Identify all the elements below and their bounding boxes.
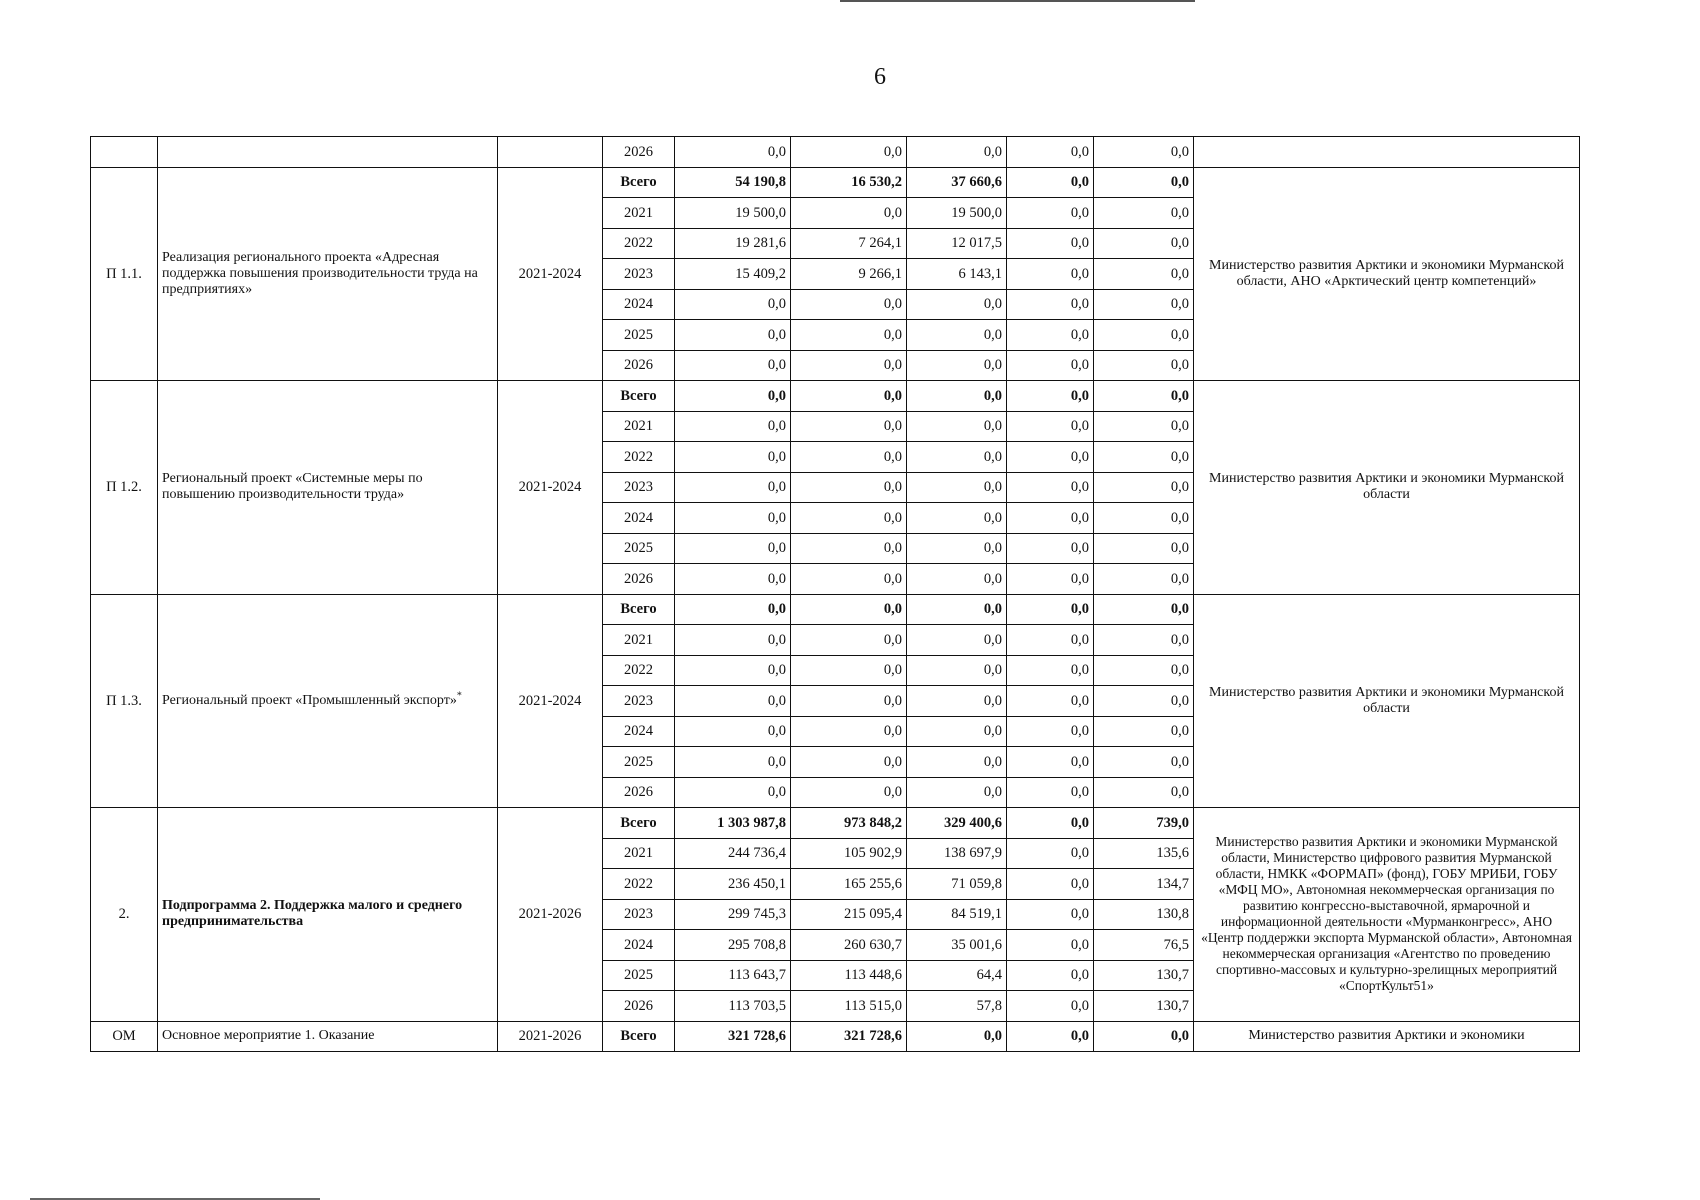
value-cell-local: 0,0 bbox=[1007, 167, 1094, 198]
value-cell-local: 0,0 bbox=[1007, 869, 1094, 900]
section-name bbox=[158, 594, 498, 808]
value-cell-local: 0,0 bbox=[1007, 899, 1094, 930]
value-cell-federal: 0,0 bbox=[907, 442, 1007, 473]
value-cell-other: 0,0 bbox=[1094, 350, 1194, 381]
year-cell: 2022 bbox=[603, 869, 675, 900]
section-period: 2021-2024 bbox=[498, 167, 603, 381]
year-cell: 2022 bbox=[603, 655, 675, 686]
value-cell-total: 0,0 bbox=[675, 411, 791, 442]
value-cell-federal: 0,0 bbox=[907, 137, 1007, 168]
year-cell: 2021 bbox=[603, 411, 675, 442]
value-cell-other: 739,0 bbox=[1094, 808, 1194, 839]
value-cell-other: 130,7 bbox=[1094, 991, 1194, 1022]
value-cell-local: 0,0 bbox=[1007, 991, 1094, 1022]
value-cell-other: 0,0 bbox=[1094, 625, 1194, 656]
value-cell-regional: 0,0 bbox=[791, 686, 907, 717]
value-cell-total: 0,0 bbox=[675, 442, 791, 473]
value-cell-total: 54 190,8 bbox=[675, 167, 791, 198]
value-cell-regional: 321 728,6 bbox=[791, 1021, 907, 1052]
year-cell: 2021 bbox=[603, 838, 675, 869]
table-row bbox=[91, 137, 1580, 168]
year-cell: Всего bbox=[603, 167, 675, 198]
budget-table-body bbox=[91, 137, 1580, 1052]
value-cell-local: 0,0 bbox=[1007, 625, 1094, 656]
value-cell-local: 0,0 bbox=[1007, 289, 1094, 320]
value-cell-regional: 0,0 bbox=[791, 747, 907, 778]
value-cell-local: 0,0 bbox=[1007, 594, 1094, 625]
value-cell-total: 0,0 bbox=[675, 655, 791, 686]
value-cell-federal: 19 500,0 bbox=[907, 198, 1007, 229]
value-cell-other: 0,0 bbox=[1094, 442, 1194, 473]
value-cell-federal: 329 400,6 bbox=[907, 808, 1007, 839]
value-cell-total: 0,0 bbox=[675, 594, 791, 625]
value-cell-other: 0,0 bbox=[1094, 777, 1194, 808]
value-cell-federal: 0,0 bbox=[907, 655, 1007, 686]
value-cell-local: 0,0 bbox=[1007, 259, 1094, 290]
value-cell-federal: 0,0 bbox=[907, 747, 1007, 778]
year-cell: 2026 bbox=[603, 564, 675, 595]
value-cell-other: 130,8 bbox=[1094, 899, 1194, 930]
section-executor: Министерство развития Арктики и экономики Мурманской области bbox=[1194, 381, 1580, 595]
section-name-text: Региональный проект «Промышленный экспорт» bbox=[162, 692, 457, 708]
value-cell-local: 0,0 bbox=[1007, 686, 1094, 717]
value-cell-regional: 7 264,1 bbox=[791, 228, 907, 259]
value-cell-total: 15 409,2 bbox=[675, 259, 791, 290]
value-cell-local: 0,0 bbox=[1007, 747, 1094, 778]
value-cell-local: 0,0 bbox=[1007, 808, 1094, 839]
value-cell-regional: 113 448,6 bbox=[791, 960, 907, 991]
value-cell-other: 76,5 bbox=[1094, 930, 1194, 961]
value-cell-local: 0,0 bbox=[1007, 228, 1094, 259]
value-cell-other: 0,0 bbox=[1094, 716, 1194, 747]
value-cell-regional: 0,0 bbox=[791, 655, 907, 686]
value-cell-federal: 0,0 bbox=[907, 350, 1007, 381]
year-cell: 2025 bbox=[603, 747, 675, 778]
code-cell bbox=[91, 137, 158, 168]
value-cell-local: 0,0 bbox=[1007, 503, 1094, 534]
year-cell: Всего bbox=[603, 381, 675, 412]
value-cell-other: 0,0 bbox=[1094, 411, 1194, 442]
value-cell-total: 0,0 bbox=[675, 533, 791, 564]
section-name-text: Региональный проект «Системные меры по повышению производительности труда» bbox=[162, 471, 423, 503]
year-cell: 2024 bbox=[603, 503, 675, 534]
value-cell-federal: 57,8 bbox=[907, 991, 1007, 1022]
value-cell-regional: 0,0 bbox=[791, 503, 907, 534]
value-cell-total: 19 281,6 bbox=[675, 228, 791, 259]
section-name: Основное мероприятие 1. Оказание bbox=[158, 1021, 498, 1052]
value-cell-total: 0,0 bbox=[675, 320, 791, 351]
value-cell-local: 0,0 bbox=[1007, 350, 1094, 381]
section-executor: Министерство развития Арктики и экономики Мурманской области bbox=[1194, 594, 1580, 808]
value-cell-total: 0,0 bbox=[675, 716, 791, 747]
value-cell-federal: 0,0 bbox=[907, 289, 1007, 320]
value-cell-federal: 0,0 bbox=[907, 472, 1007, 503]
value-cell-local: 0,0 bbox=[1007, 1021, 1094, 1052]
year-cell: 2023 bbox=[603, 686, 675, 717]
value-cell-regional: 973 848,2 bbox=[791, 808, 907, 839]
section-code: П 1.3. bbox=[91, 594, 158, 808]
year-cell: 2023 bbox=[603, 899, 675, 930]
year-cell: 2024 bbox=[603, 716, 675, 747]
value-cell-local: 0,0 bbox=[1007, 930, 1094, 961]
value-cell-regional: 113 515,0 bbox=[791, 991, 907, 1022]
value-cell-regional: 0,0 bbox=[791, 625, 907, 656]
value-cell-regional: 0,0 bbox=[791, 289, 907, 320]
value-cell-other: 0,0 bbox=[1094, 1021, 1194, 1052]
value-cell-total: 0,0 bbox=[675, 564, 791, 595]
value-cell-federal: 64,4 bbox=[907, 960, 1007, 991]
value-cell-other: 0,0 bbox=[1094, 655, 1194, 686]
value-cell-total: 321 728,6 bbox=[675, 1021, 791, 1052]
value-cell-regional: 0,0 bbox=[791, 533, 907, 564]
value-cell-federal: 0,0 bbox=[907, 625, 1007, 656]
year-cell: 2025 bbox=[603, 533, 675, 564]
section-executor: Министерство развития Арктики и экономики Мурманской области, Министерство цифрового развития Мурманской области, НМКК «ФОРМАП» (фонд), ГОБУ МРИБИ, ГОБУ «МФЦ МО», Автономная некоммерческая организация по развитию конгрессно-выставочной, ярмарочной и информационной деятельности «Мурманконгресс», АНО «Центр поддержки экспорта Мурманской области», Автономная некоммерческая организация «Агентство по проведению спортивно-массовых и культурно-зрелищных мероприятий «СпортКульт51» bbox=[1194, 808, 1580, 1022]
value-cell-other: 0,0 bbox=[1094, 228, 1194, 259]
value-cell-regional: 0,0 bbox=[791, 472, 907, 503]
page-number: 6 bbox=[874, 64, 886, 90]
section-period: 2021-2026 bbox=[498, 1021, 603, 1052]
value-cell-federal: 0,0 bbox=[907, 1021, 1007, 1052]
year-cell: 2023 bbox=[603, 472, 675, 503]
table-row bbox=[91, 167, 1580, 198]
section-executor: Министерство развития Арктики и экономики bbox=[1194, 1021, 1580, 1052]
value-cell-federal: 0,0 bbox=[907, 686, 1007, 717]
value-cell-regional: 165 255,6 bbox=[791, 869, 907, 900]
value-cell-federal: 0,0 bbox=[907, 777, 1007, 808]
year-cell: Всего bbox=[603, 1021, 675, 1052]
value-cell-total: 236 450,1 bbox=[675, 869, 791, 900]
year-cell: 2024 bbox=[603, 930, 675, 961]
year-cell: Всего bbox=[603, 594, 675, 625]
value-cell-federal: 0,0 bbox=[907, 320, 1007, 351]
section-code: ОМ bbox=[91, 1021, 158, 1052]
table-row bbox=[91, 594, 1580, 625]
value-cell-local: 0,0 bbox=[1007, 533, 1094, 564]
value-cell-regional: 16 530,2 bbox=[791, 167, 907, 198]
year-cell: 2022 bbox=[603, 228, 675, 259]
value-cell-total: 0,0 bbox=[675, 503, 791, 534]
value-cell-other: 0,0 bbox=[1094, 747, 1194, 778]
value-cell-local: 0,0 bbox=[1007, 655, 1094, 686]
value-cell-total: 0,0 bbox=[675, 381, 791, 412]
year-cell: 2022 bbox=[603, 442, 675, 473]
table-row bbox=[91, 381, 1580, 412]
value-cell-regional: 105 902,9 bbox=[791, 838, 907, 869]
value-cell-federal: 0,0 bbox=[907, 411, 1007, 442]
year-cell: Всего bbox=[603, 808, 675, 839]
value-cell-federal: 0,0 bbox=[907, 594, 1007, 625]
section-period: 2021-2024 bbox=[498, 381, 603, 595]
value-cell-total: 113 643,7 bbox=[675, 960, 791, 991]
value-cell-federal: 84 519,1 bbox=[907, 899, 1007, 930]
value-cell-regional: 0,0 bbox=[791, 594, 907, 625]
value-cell-local: 0,0 bbox=[1007, 320, 1094, 351]
value-cell-regional: 0,0 bbox=[791, 411, 907, 442]
year-cell: 2025 bbox=[603, 320, 675, 351]
year-cell: 2025 bbox=[603, 960, 675, 991]
value-cell-total: 0,0 bbox=[675, 350, 791, 381]
value-cell-other: 0,0 bbox=[1094, 289, 1194, 320]
value-cell-other: 0,0 bbox=[1094, 381, 1194, 412]
value-cell-federal: 37 660,6 bbox=[907, 167, 1007, 198]
section-name-text: Подпрограмма 2. Поддержка малого и среднего предпринимательства bbox=[162, 898, 463, 930]
value-cell-other: 0,0 bbox=[1094, 564, 1194, 595]
value-cell-federal: 138 697,9 bbox=[907, 838, 1007, 869]
budget-table bbox=[90, 136, 1580, 1052]
name-cell bbox=[158, 137, 498, 168]
value-cell-total: 0,0 bbox=[675, 747, 791, 778]
value-cell-other: 0,0 bbox=[1094, 503, 1194, 534]
section-executor: Министерство развития Арктики и экономики Мурманской области, АНО «Арктический центр компетенций» bbox=[1194, 167, 1580, 381]
value-cell-other: 0,0 bbox=[1094, 320, 1194, 351]
value-cell-total: 0,0 bbox=[675, 289, 791, 320]
year-cell: 2023 bbox=[603, 259, 675, 290]
value-cell-other: 135,6 bbox=[1094, 838, 1194, 869]
value-cell-regional: 9 266,1 bbox=[791, 259, 907, 290]
value-cell-local: 0,0 bbox=[1007, 411, 1094, 442]
value-cell-regional: 0,0 bbox=[791, 320, 907, 351]
executor-cell bbox=[1194, 137, 1580, 168]
value-cell-other: 0,0 bbox=[1094, 533, 1194, 564]
value-cell-other: 0,0 bbox=[1094, 594, 1194, 625]
value-cell-total: 244 736,4 bbox=[675, 838, 791, 869]
section-name bbox=[158, 808, 498, 1022]
section-code: П 1.1. bbox=[91, 167, 158, 381]
year-cell: 2024 bbox=[603, 289, 675, 320]
year-cell: 2021 bbox=[603, 198, 675, 229]
value-cell-federal: 0,0 bbox=[907, 381, 1007, 412]
value-cell-total: 0,0 bbox=[675, 777, 791, 808]
value-cell-regional: 215 095,4 bbox=[791, 899, 907, 930]
value-cell-other: 0,0 bbox=[1094, 686, 1194, 717]
footnote-mark: * bbox=[456, 690, 462, 702]
table-row bbox=[91, 1021, 1580, 1052]
value-cell-total: 0,0 bbox=[675, 137, 791, 168]
section-period: 2021-2024 bbox=[498, 594, 603, 808]
section-period: 2021-2026 bbox=[498, 808, 603, 1022]
value-cell-local: 0,0 bbox=[1007, 716, 1094, 747]
value-cell-total: 299 745,3 bbox=[675, 899, 791, 930]
value-cell-local: 0,0 bbox=[1007, 838, 1094, 869]
value-cell-federal: 0,0 bbox=[907, 503, 1007, 534]
value-cell-regional: 0,0 bbox=[791, 137, 907, 168]
year-cell: 2026 bbox=[603, 777, 675, 808]
value-cell-other: 130,7 bbox=[1094, 960, 1194, 991]
value-cell-total: 1 303 987,8 bbox=[675, 808, 791, 839]
section-name bbox=[158, 381, 498, 595]
value-cell-other: 0,0 bbox=[1094, 472, 1194, 503]
value-cell-total: 295 708,8 bbox=[675, 930, 791, 961]
value-cell-local: 0,0 bbox=[1007, 198, 1094, 229]
value-cell-local: 0,0 bbox=[1007, 777, 1094, 808]
year-cell: 2021 bbox=[603, 625, 675, 656]
value-cell-federal: 0,0 bbox=[907, 564, 1007, 595]
section-code: П 1.2. bbox=[91, 381, 158, 595]
value-cell-regional: 0,0 bbox=[791, 716, 907, 747]
value-cell-local: 0,0 bbox=[1007, 137, 1094, 168]
value-cell-other: 0,0 bbox=[1094, 259, 1194, 290]
year-cell: 2026 bbox=[603, 991, 675, 1022]
year-cell: 2026 bbox=[603, 137, 675, 168]
value-cell-total: 0,0 bbox=[675, 472, 791, 503]
scan-artifact-top bbox=[840, 0, 1195, 2]
value-cell-regional: 0,0 bbox=[791, 564, 907, 595]
value-cell-total: 113 703,5 bbox=[675, 991, 791, 1022]
section-code: 2. bbox=[91, 808, 158, 1022]
value-cell-federal: 6 143,1 bbox=[907, 259, 1007, 290]
value-cell-local: 0,0 bbox=[1007, 564, 1094, 595]
value-cell-other: 0,0 bbox=[1094, 167, 1194, 198]
section-name-text: Реализация регионального проекта «Адресная поддержка повышения производительности труда на предприятиях» bbox=[162, 249, 478, 297]
value-cell-regional: 0,0 bbox=[791, 777, 907, 808]
period-cell bbox=[498, 137, 603, 168]
value-cell-total: 0,0 bbox=[675, 686, 791, 717]
value-cell-local: 0,0 bbox=[1007, 442, 1094, 473]
year-cell: 2026 bbox=[603, 350, 675, 381]
value-cell-federal: 0,0 bbox=[907, 716, 1007, 747]
value-cell-regional: 0,0 bbox=[791, 381, 907, 412]
value-cell-federal: 12 017,5 bbox=[907, 228, 1007, 259]
value-cell-other: 0,0 bbox=[1094, 137, 1194, 168]
value-cell-regional: 0,0 bbox=[791, 442, 907, 473]
value-cell-total: 0,0 bbox=[675, 625, 791, 656]
value-cell-local: 0,0 bbox=[1007, 960, 1094, 991]
value-cell-other: 0,0 bbox=[1094, 198, 1194, 229]
section-name bbox=[158, 167, 498, 381]
value-cell-regional: 0,0 bbox=[791, 350, 907, 381]
value-cell-local: 0,0 bbox=[1007, 381, 1094, 412]
value-cell-total: 19 500,0 bbox=[675, 198, 791, 229]
value-cell-regional: 260 630,7 bbox=[791, 930, 907, 961]
table-row bbox=[91, 808, 1580, 839]
value-cell-local: 0,0 bbox=[1007, 472, 1094, 503]
value-cell-federal: 71 059,8 bbox=[907, 869, 1007, 900]
value-cell-federal: 0,0 bbox=[907, 533, 1007, 564]
value-cell-regional: 0,0 bbox=[791, 198, 907, 229]
value-cell-federal: 35 001,6 bbox=[907, 930, 1007, 961]
value-cell-other: 134,7 bbox=[1094, 869, 1194, 900]
